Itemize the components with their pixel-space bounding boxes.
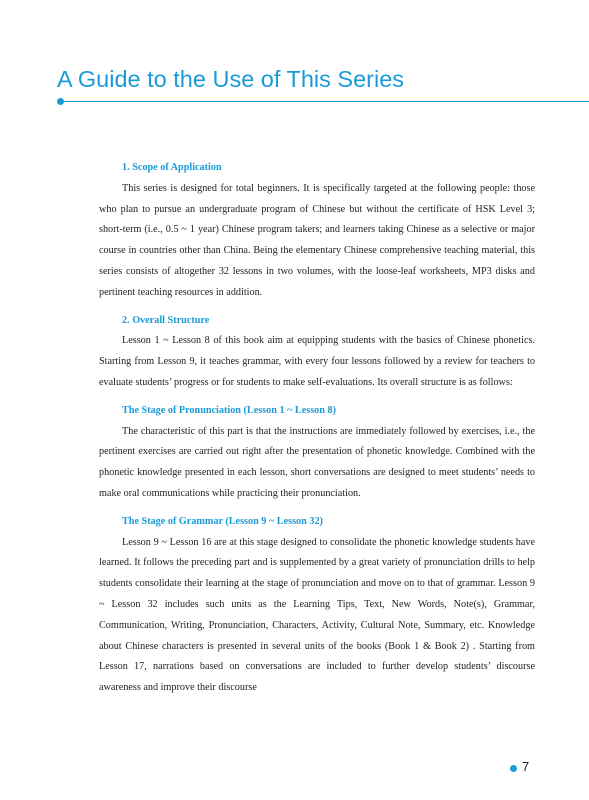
paragraph-scope: This series is designed for total beginners. It is specifically targeted at the following people: those who plan to pursue an undergraduate program of Chinese but without the certificate of HSK Level 3; short-term (i.e., 0.5 ~ 1 year) Chinese program takers; and learners taking Chinese as a selective or major course in countries other than China. Being the elementary Chinese comprehensive teaching material, this series consists of altogether 32 lessons in two volumes, with the loose-leaf worksheets, MP3 disks and pertinent teaching resources in addition.	[99, 182, 535, 298]
page-number-dot	[510, 765, 517, 772]
page-number: 7	[522, 759, 530, 774]
document-body	[99, 158, 535, 699]
heading-structure: 2. Overall Structure	[122, 314, 210, 326]
heading-pronunciation: The Stage of Pronunciation (Lesson 1 ~ Lesson 8)	[122, 404, 336, 416]
heading-grammar: The Stage of Grammar (Lesson 9 ~ Lesson 32)	[122, 515, 323, 527]
paragraph-structure: Lesson 1 ~ Lesson 8 of this book aim at equipping students with the basics of Chinese phonetics. Starting from Lesson 9, it teaches grammar, with every four lessons followed by a review for teachers to evaluate students’ progress or for students to make self-evaluations. Its overall structure is as follows:	[99, 335, 535, 388]
heading-scope: 1. Scope of Application	[122, 162, 222, 173]
paragraph-grammar: Lesson 9 ~ Lesson 16 are at this stage designed to consolidate the phonetic knowledge students have learned. It follows the preceding part and is supplemented by a great variety of pronunciation drills to help students consolidate their learning at the stage of pronunciation and move on to that of grammar. Lesson 9 ~ Lesson 32 includes such units as the Learning Tips, Text, New Words, Note(s), Grammar, Communication, Writing, Pronunciation, Characters, Activity, Cultural Note, Summary, etc. Knowledge about Chinese characters is presented in several units of the books (Book 1 & Book 2) . Starting from Lesson 17, narrations based on conversations are included to further develop students’ discourse awareness and improve their discourse	[99, 536, 535, 694]
title-underline	[60, 101, 589, 102]
paragraph-pronunciation: The characteristic of this part is that the instructions are immediately followed by exercises, i.e., the pertinent exercises are carried out right after the presentation of phonetic knowledge. Combined with the phonetic knowledge presented in each lesson, short conversations are designed to meet students’ needs to make oral communications while practicing their pronunciation.	[99, 425, 535, 499]
page-title: A Guide to the Use of This Series	[57, 66, 405, 92]
